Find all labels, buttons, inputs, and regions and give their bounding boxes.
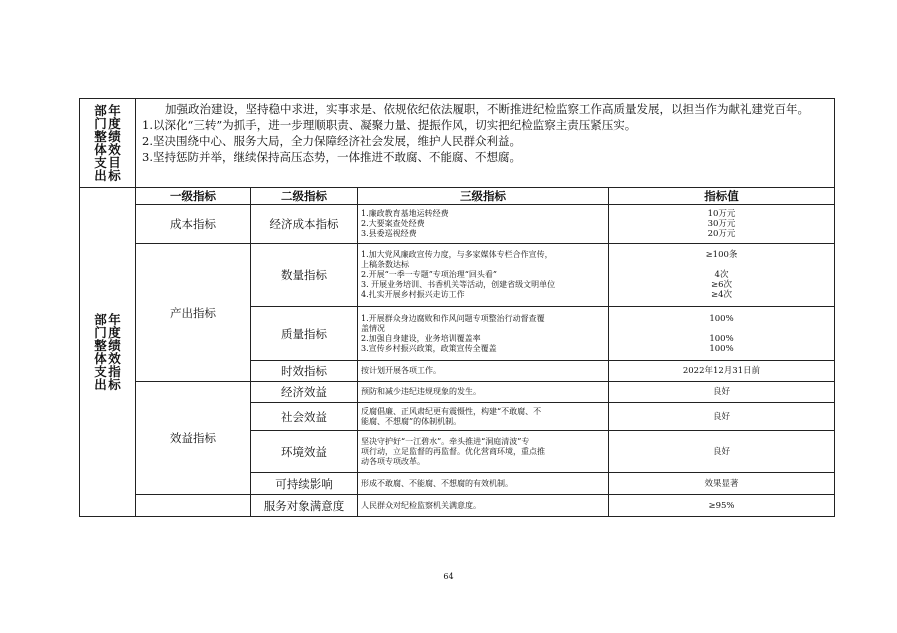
environment-items	[358, 431, 609, 473]
environment-item-3: 动各项专项改革。	[361, 456, 425, 466]
cost-item-3: 3.县委巡视经费	[361, 229, 417, 238]
quantity-item-1-cont: 上稿条数达标	[361, 260, 409, 269]
timeliness-level2: 时效指标	[251, 361, 358, 382]
page-number: 64	[443, 572, 454, 581]
environment-item-1: 坚决守护好“一江碧水”。牵头推进“洞庭清波”专	[361, 436, 530, 446]
quantity-item-4: 4.扎实开展乡村振兴走访工作	[361, 290, 465, 299]
cost-item-2: 2.大要案查处经费	[361, 219, 425, 228]
timeliness-value: 2022年12月31日前	[609, 361, 835, 382]
header-value: 指标值	[609, 188, 835, 205]
social-value: 良好	[609, 403, 835, 431]
timeliness-item: 按计划开展各项工作。	[358, 361, 609, 382]
quality-item-1: 1.开展群众身边腐败和作风问题专项整治行动督查覆	[361, 313, 545, 323]
cost-level1: 成本指标	[136, 205, 251, 244]
goal-intro: 加强政治建设，坚持稳中求进，实事求是、依规依纪依法履职，不断推进纪检监察工作高质量发展，以担当作为献礼建党百年。	[165, 102, 809, 116]
sustainable-value: 效果显著	[609, 473, 835, 495]
social-item-1: 反腐倡廉、正风肃纪更有震慑性，构建“不敢腐、不	[361, 406, 542, 416]
goal-label-cell	[80, 99, 136, 188]
goal-content	[136, 99, 835, 188]
goal-table	[79, 98, 835, 188]
indicator-label-cell	[80, 188, 136, 517]
quantity-item-3: 3. 开展业务培训、书香机关等活动，创建省级文明单位	[361, 280, 556, 289]
goal-item-3: 3.坚持惩防并举，继续保持高压态势，一体推进不敢腐、不能腐、不想腐。	[142, 150, 521, 164]
sustainable-item: 形成不敢腐、不能腐、不想腐的有效机制。	[358, 473, 609, 495]
cost-item-1: 1.廉政教育基地运转经费	[361, 209, 449, 218]
quality-items	[358, 307, 609, 361]
quantity-level2: 数量指标	[251, 244, 358, 307]
quality-value-2: 100%	[709, 333, 734, 344]
satisfaction-item: 人民群众对纪检监察机关满意度。	[358, 495, 609, 517]
goal-label-col1: 部门整体支出	[94, 103, 107, 183]
social-level2: 社会效益	[251, 403, 358, 431]
environment-level2: 环境效益	[251, 431, 358, 473]
cost-items	[358, 205, 609, 244]
satisfaction-level1-empty	[136, 495, 251, 517]
cost-value-1: 10万元	[707, 209, 736, 219]
quality-value-1: 100%	[709, 313, 734, 324]
quality-item-2: 2.加强自身建设，业务培训覆盖率	[361, 333, 481, 343]
quality-item-3: 3.宣传乡村振兴政策，政策宣传全覆盖	[361, 343, 497, 353]
quantity-items	[358, 244, 609, 307]
economic-level2: 经济效益	[251, 382, 358, 403]
cost-value-2: 30万元	[707, 219, 736, 229]
quality-value-spacer	[609, 324, 834, 334]
satisfaction-value: ≥95%	[609, 495, 835, 517]
indicator-table	[79, 187, 835, 517]
benefit-level1: 效益指标	[136, 382, 251, 495]
social-item-2: 能腐、不想腐”的体制机制。	[361, 416, 462, 426]
cost-level2: 经济成本指标	[251, 205, 358, 244]
quantity-value-1: ≥100条	[705, 250, 738, 260]
quality-item-1-cont: 盖情况	[361, 323, 385, 333]
quantity-values	[609, 244, 835, 307]
quantity-value-2: 4次	[714, 270, 729, 280]
cost-values	[609, 205, 835, 244]
header-level1: 一级指标	[136, 188, 251, 205]
quantity-value-3: ≥6次	[710, 280, 733, 290]
quality-values	[609, 307, 835, 361]
goal-item-2: 2.坚决围绕中心、服务大局，全力保障经济社会发展，维护人民群众利益。	[142, 134, 521, 148]
indicator-label-col2: 年度绩效指标	[108, 312, 121, 392]
quantity-value-spacer	[609, 260, 834, 270]
goal-item-1: 1.以深化“三转”为抓手，进一步理顺职责、凝聚力量、提振作风，切实把纪检监察主责压紧压实。	[142, 118, 637, 132]
environment-item-2: 项行动，立足监督的再监督。优化营商环境，重点推	[361, 446, 545, 456]
header-level3: 三级指标	[358, 188, 609, 205]
quality-value-3: 100%	[709, 343, 734, 354]
output-level1: 产出指标	[136, 244, 251, 382]
header-level2: 二级指标	[251, 188, 358, 205]
indicator-label-col1: 部门整体支出	[94, 312, 107, 392]
quantity-value-4: ≥4次	[710, 290, 733, 300]
quality-level2: 质量指标	[251, 307, 358, 361]
quantity-item-1: 1.加大党风廉政宣传力度，与多家媒体专栏合作宣传，	[361, 250, 553, 259]
satisfaction-level2: 服务对象满意度	[251, 495, 358, 517]
economic-item: 预防和减少违纪违规现象的发生。	[358, 382, 609, 403]
economic-value: 良好	[609, 382, 835, 403]
quantity-item-2: 2.开展“一季一专题”专项治理“回头看”	[361, 270, 497, 279]
social-items	[358, 403, 609, 431]
cost-value-3: 20万元	[707, 229, 736, 239]
environment-value: 良好	[609, 431, 835, 473]
goal-label-col2: 年度绩效目标	[108, 103, 121, 183]
sustainable-level2: 可持续影响	[251, 473, 358, 495]
